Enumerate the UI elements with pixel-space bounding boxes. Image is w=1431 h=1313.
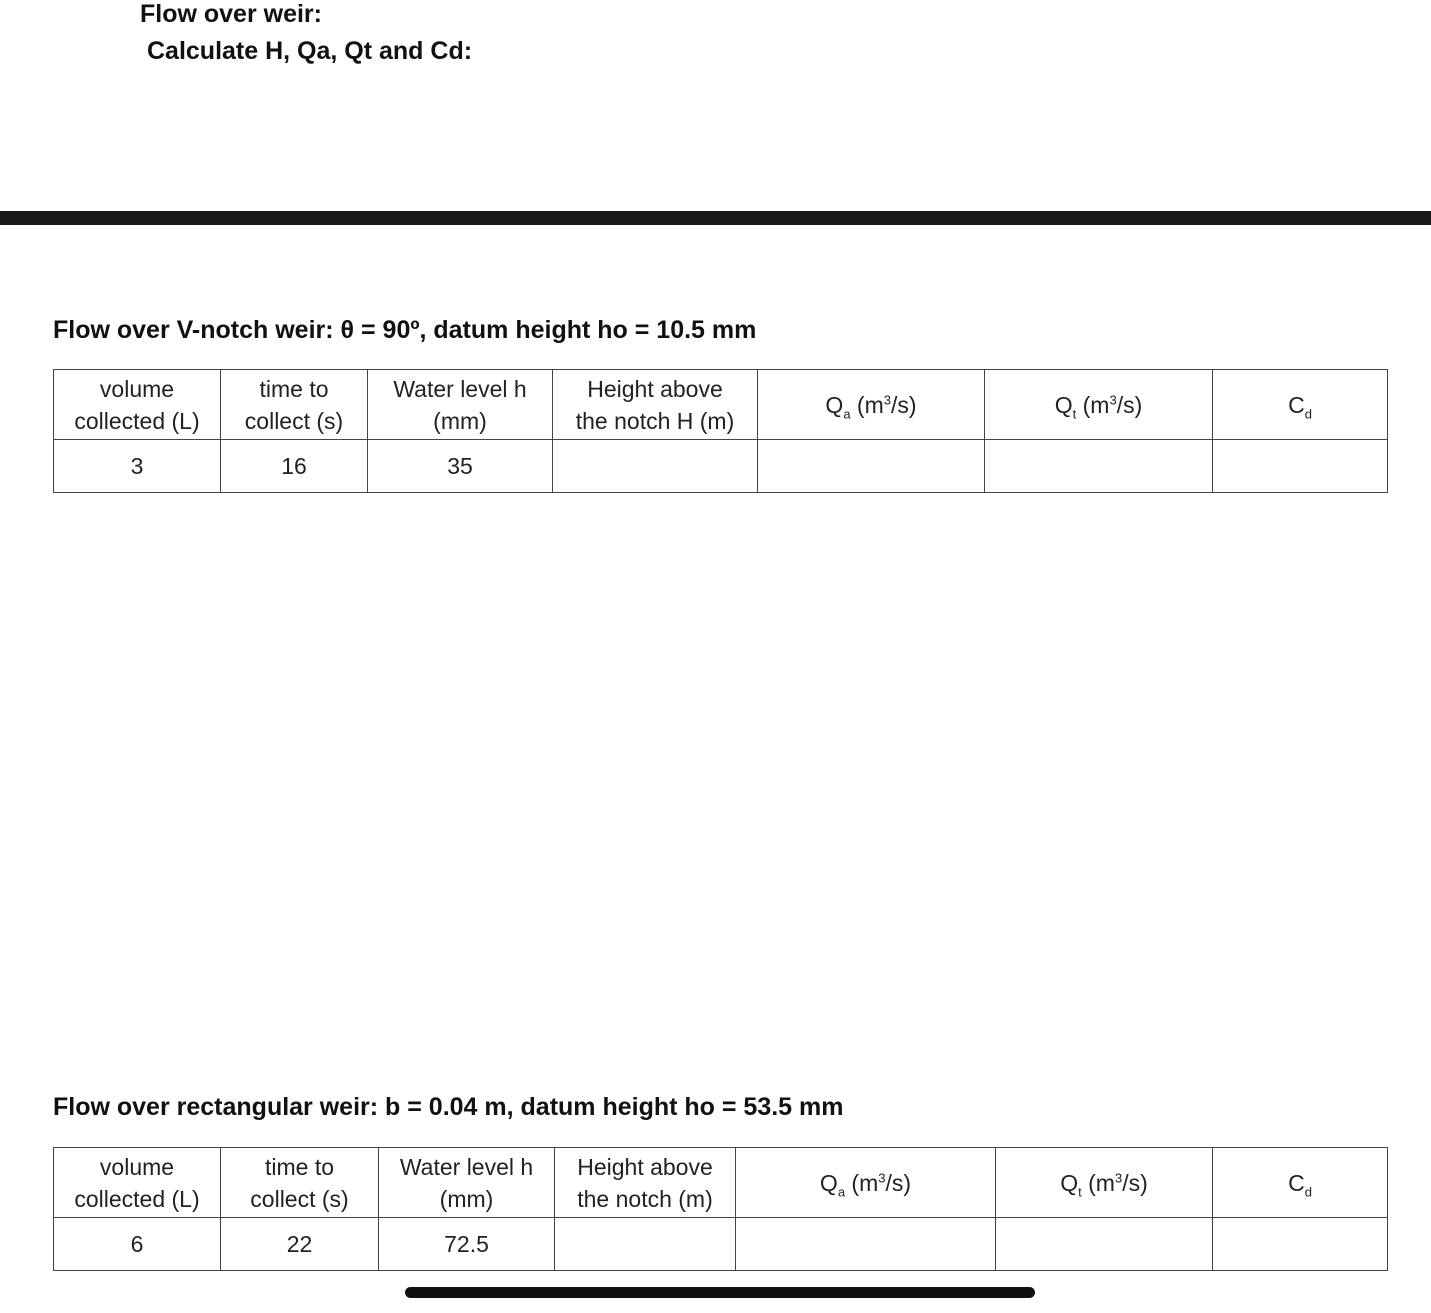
cell-qt[interactable] — [985, 440, 1213, 493]
header-cd: $C_d$ — [1213, 370, 1388, 440]
page-subtitle: Calculate H, Qa, Qt and Cd: — [147, 37, 473, 65]
header-qt: $Q_t$ $(m^3/s)$ — [996, 1148, 1213, 1218]
cell-qa[interactable] — [758, 440, 985, 493]
header-volume-collected: volume collected (L) — [54, 370, 221, 440]
section-divider — [0, 211, 1431, 225]
header-volume-collected: volume collected (L) — [54, 1148, 221, 1218]
table-header-row — [54, 370, 1388, 440]
header-time-to-collect: time to collect (s) — [221, 370, 368, 440]
cell-volume: 6 — [54, 1218, 221, 1271]
rectangular-caption: Flow over rectangular weir: b = 0.04 m, datum height ho = 53.5 mm — [53, 1093, 844, 1121]
cell-volume: 3 — [54, 440, 221, 493]
cell-cd[interactable] — [1213, 1218, 1388, 1271]
table-header-row — [54, 1148, 1388, 1218]
home-indicator-bar[interactable] — [405, 1287, 1035, 1298]
header-qt: $Q_t$ $(m^3/s)$ — [985, 370, 1213, 440]
cell-qa[interactable] — [736, 1218, 996, 1271]
cell-height[interactable] — [555, 1218, 736, 1271]
header-water-level: Water level h (mm) — [379, 1148, 555, 1218]
table-row — [54, 440, 1388, 493]
table-row — [54, 1218, 1388, 1271]
vnotch-caption: Flow over V-notch weir: θ = 90º, datum height ho = 10.5 mm — [53, 316, 757, 344]
cell-time: 16 — [221, 440, 368, 493]
header-height-above-notch: Height above the notch (m) — [555, 1148, 736, 1218]
cell-water-level: 72.5 — [379, 1218, 555, 1271]
cell-cd[interactable] — [1213, 440, 1388, 493]
header-qa: $Q_a$ $(m^3/s)$ — [736, 1148, 996, 1218]
rectangular-table — [53, 1147, 1388, 1271]
header-cd: $C_d$ — [1213, 1148, 1388, 1218]
cell-time: 22 — [221, 1218, 379, 1271]
header-time-to-collect: time to collect (s) — [221, 1148, 379, 1218]
header-height-above-notch: Height above the notch H (m) — [553, 370, 758, 440]
cell-water-level: 35 — [368, 440, 553, 493]
header-qa: $Q_a$ $(m^3/s)$ — [758, 370, 985, 440]
page-title: Flow over weir: — [140, 0, 322, 28]
cell-height[interactable] — [553, 440, 758, 493]
cell-qt[interactable] — [996, 1218, 1213, 1271]
vnotch-table — [53, 369, 1388, 493]
header-water-level: Water level h (mm) — [368, 370, 553, 440]
